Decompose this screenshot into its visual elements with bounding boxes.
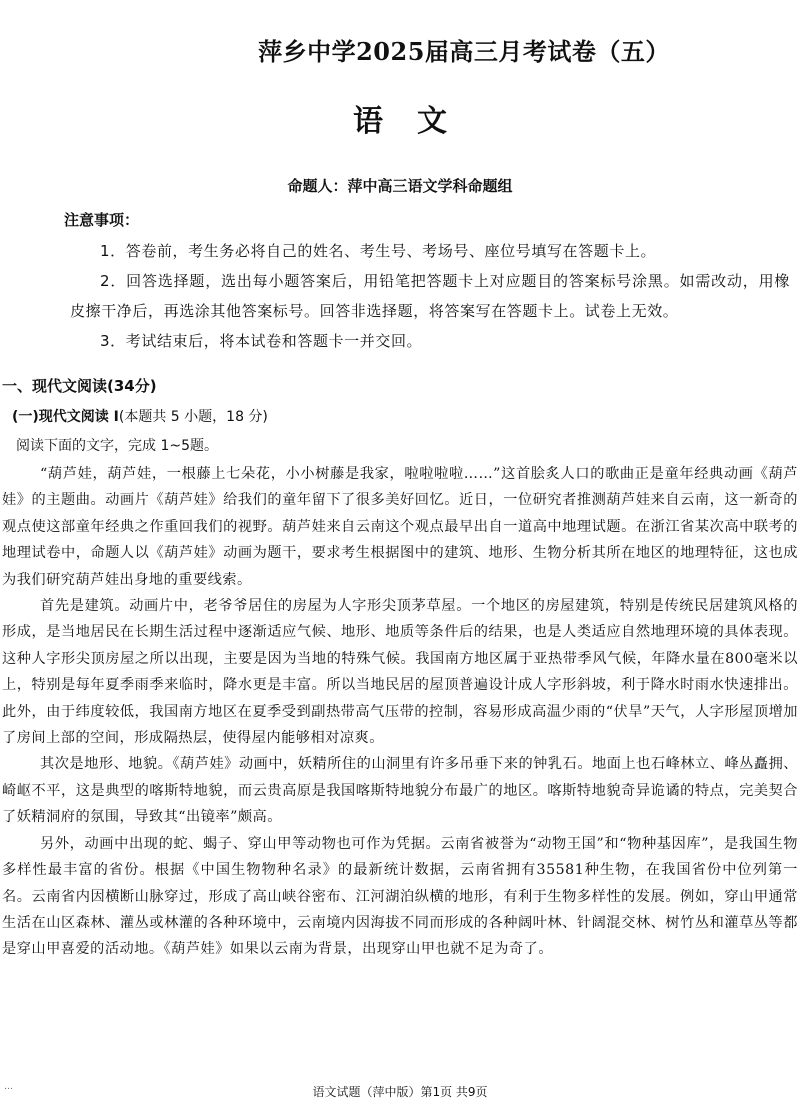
section-heading: 一、现代文阅读(34分) bbox=[2, 377, 157, 395]
subject-title: 语文 bbox=[353, 104, 481, 139]
author-line: 命题人：萍中高三语文学科命题组 bbox=[287, 177, 513, 195]
article-paragraph: 首先是建筑。动画片中，老爷爷居住的房屋为人字形尖顶茅草屋。一个地区的房屋建筑，特别是传统民居建筑风格的形成，是当地居民在长期生活过程中逐渐适应气候、地形、地质等条件后的结果，也是人类适应自然地理环境的具体表现。这种人字形尖顶房屋之所以出现，主要是因为当地的特殊气候。我国南方地区属于亚热带季风气候，年降水量在800毫米以上，特别是每年夏季雨季来临时，降水更是丰富。所以当地民居的屋顶普遍设计成人字形斜坡，利于降水时雨水快速排出。此外，由于纬度较低，我国南方地区在夏季受到副热带高气压带的控制，容易形成高温少雨的“伏旱”天气，人字形屋顶增加了房间上部的空间，形成隔热层，使得屋内能够相对凉爽。 bbox=[2, 598, 798, 747]
article-body bbox=[2, 461, 798, 963]
note-item-2: 2．回答选择题，选出每小题答案后，用铅笔把答题卡上对应题目的答案标号涂黑。如需改动，用橡皮擦干净后，再选涂其他答案标号。回答非选择题，将答案写在答题卡上。试卷上无效。 bbox=[70, 272, 790, 320]
note-item-1: 1．答卷前，考生务必将自己的姓名、考生号、考场号、座位号填写在答题卡上。 bbox=[100, 242, 657, 260]
article-paragraph: 另外，动画中出现的蛇、蝎子、穿山甲等动物也可作为凭据。云南省被誉为“动物王国”和“物种基因库”，是我国生物多样性最丰富的省份。根据《中国生物物种名录》的最新统计数据，云南省拥有35581种生物，在我国省份中位列第一名。云南省内因横断山脉穿过，形成了高山峡谷密布、江河湖泊纵横的地形，有利于生物多样性的发展。例如，穿山甲通常生活在山区森林、灌丛或林灌的各种环境中，云南境内因海拔不同而形成的各种阔叶林、针阔混交林、树竹丛和灌草丛等都是穿山甲喜爱的活动地。《葫芦娃》如果以云南为背景，出现穿山甲也就不足为奇了。 bbox=[2, 835, 798, 958]
subsection-scoring: (本题共 5 小题，18 分) bbox=[118, 409, 268, 425]
note-item-3: 3．考试结束后，将本试卷和答题卡一并交回。 bbox=[100, 332, 423, 350]
article-paragraph: 其次是地形、地貌。《葫芦娃》动画中，妖精所住的山洞里有许多吊垂下来的钟乳石。地面上也石峰林立、峰丛矗拥、崎岖不平，这是典型的喀斯特地貌，而云贵高原是我国喀斯特地貌分布最广的地区。喀斯特地貌奇异诡谲的特点，完美契合了妖精洞府的氛围，导致其“出镜率”颇高。 bbox=[2, 756, 798, 826]
subsection-title: (一)现代文阅读 I bbox=[12, 409, 119, 425]
notes-list bbox=[70, 236, 790, 356]
corner-mark: … bbox=[4, 1082, 13, 1092]
exam-title: 萍乡中学2025届高三月考试卷（五） bbox=[258, 37, 670, 66]
reading-instruction: 阅读下面的文字，完成 1~5题。 bbox=[16, 438, 218, 454]
notes-heading: 注意事项： bbox=[64, 211, 140, 229]
page-footer: 语文试题（萍中版）第1页 共9页 bbox=[312, 1085, 488, 1099]
article-paragraph: “葫芦娃，葫芦娃，一根藤上七朵花，小小树藤是我家，啦啦啦啦……”这首脍炙人口的歌曲正是童年经典动画《葫芦娃》的主题曲。动画片《葫芦娃》给我们的童年留下了很多美好回忆。近日，一位研究者推测葫芦娃来自云南，这一新奇的观点使这部童年经典之作重回我们的视野。葫芦娃来自云南这个观点最早出自一道高中地理试题。在浙江省某次高中联考的地理试卷中，命题人以《葫芦娃》动画为题干，要求考生根据图中的建筑、地形、生物分析其所在地区的地理特征，这也成为我们研究葫芦娃出身地的重要线索。 bbox=[2, 466, 798, 588]
subsection-heading bbox=[12, 406, 268, 426]
